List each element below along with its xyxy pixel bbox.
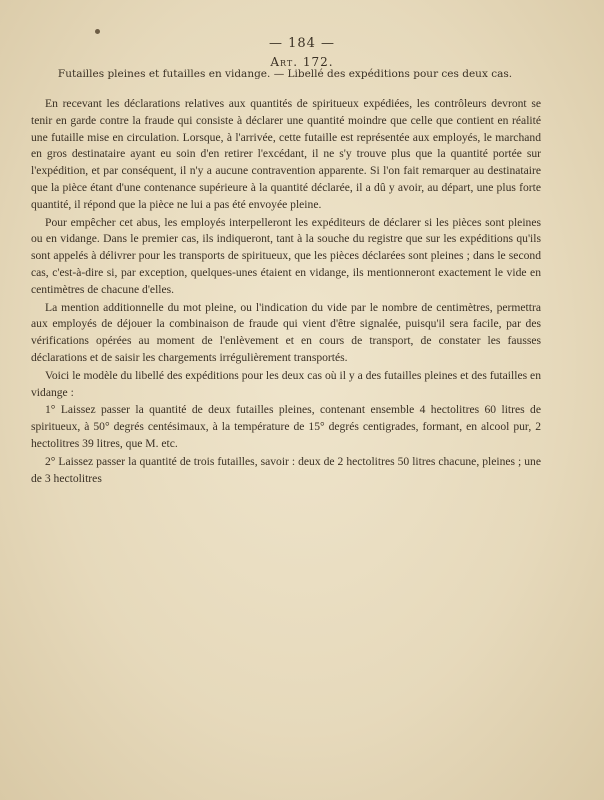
body-text — [31, 96, 541, 487]
paragraph: 2° Laissez passer la quantité de trois futailles, savoir : deux de 2 hectolitres 50 litres chacune, pleines ; une de 3 hectolitres — [31, 454, 541, 485]
paragraph: La mention additionnelle du mot pleine, ou l'indication du vide par le nombre de centimètres, permettra aux employés de déjouer la combinaison de fraude qui vient d'être signalée, puisqu'il sera facile, par des vérifications opérées au moment de l'enlèvement et en cours de transport, de constater les fausses déclarations et de saisir les chargements irrégulièrement transportés. — [31, 300, 541, 364]
ink-spot — [95, 29, 100, 34]
article-subtitle: Futailles pleines et futailles en vidange. — Libellé des expéditions pour ces deux cas. — [57, 68, 513, 80]
article-heading: Art. 172. — [270, 55, 334, 69]
paragraph: Pour empêcher cet abus, les employés interpelleront les expéditeurs de déclarer si les pièces sont pleines ou en vidange. Dans le premier cas, ils indiqueront, tant à la souche du registre que sur les expéditions qu'ils sont appelés à délivrer pour les transports de spiritueux, que les pièces déclarées sont pleines ; dans le second cas, c'est-à-dire si, par exception, quelques-unes étaient en vidange, ils mentionneront exactement le vide en centimètres de chacune d'elles. — [31, 215, 541, 296]
paragraph: 1° Laissez passer la quantité de deux futailles pleines, contenant ensemble 4 hectolitres 60 litres de spiritueux, à 50° degrés centésimaux, à la température de 15° degrés centigrades, formant, en alcool pur, 2 hectolitres 39 litres, que M. etc. — [31, 403, 541, 450]
paragraph: En recevant les déclarations relatives aux quantités de spiritueux expédiées, les contrôleurs devront se tenir en garde contre la fraude qui consiste à déclarer une quantité moindre que celle que contient en réalité une futaille mise en circulation. Lorsque, à l'arrivée, cette futaille est représentée aux employés, le marchand en gros destinataire ayant eu soin d'en retirer l'excédant, il ne s'y trouve plus que la quantité portée sur l'expédition, et par conséquent, il n'y a aucune contravention apparente. Si l'on fait remarquer au destinataire que la pièce étant d'une contenance supérieure à la quantité déclarée, il a dû y avoir, au départ, une plus forte quantité, il répond que la pièce ne lui a pas été envoyée pleine. — [31, 97, 541, 211]
page-number: — 184 — — [268, 36, 336, 51]
paragraph: Voici le modèle du libellé des expéditions pour les deux cas où il y a des futailles pleines et des futailles en vidange : — [31, 368, 541, 399]
